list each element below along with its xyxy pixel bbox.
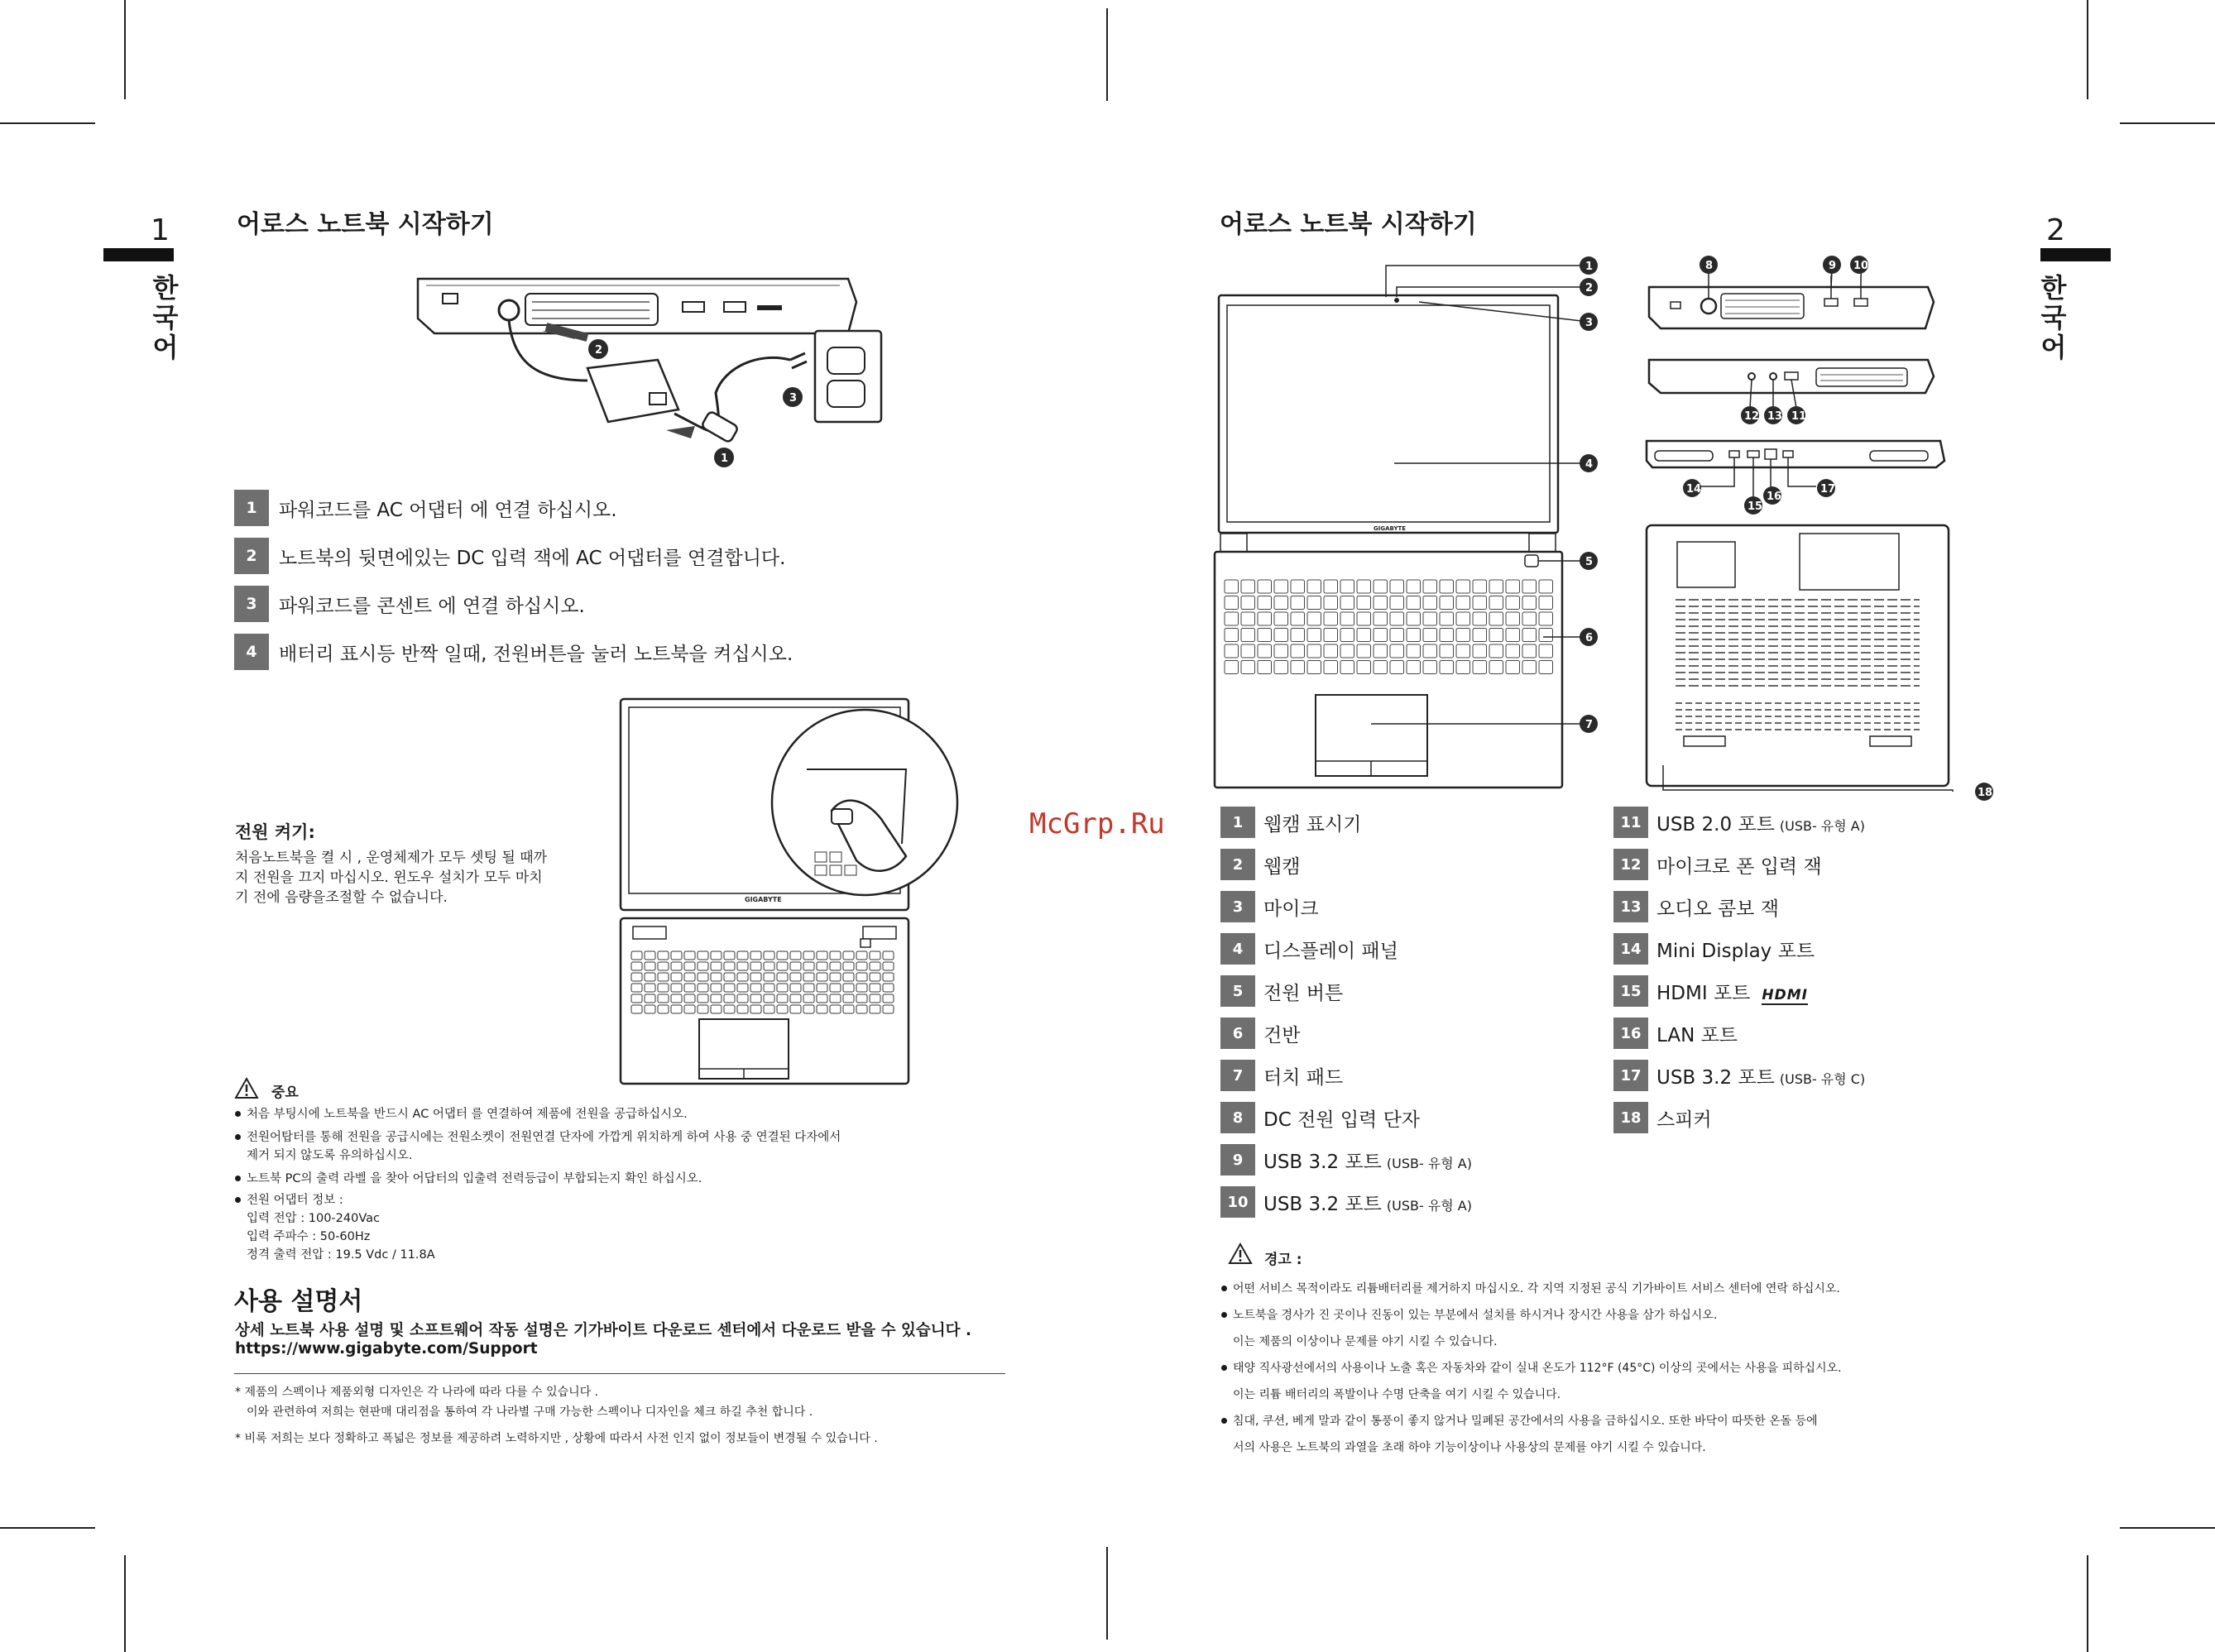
- item-number: 11: [1613, 807, 1648, 838]
- component-item: [1220, 1186, 1472, 1218]
- step-number: 3: [234, 586, 269, 622]
- bullet-text: 서의 사용은 노트북의 과열을 초래 하야 기능이상이나 사용상의 문제를 야기 시킬 수 있습니다.: [1233, 1441, 1706, 1454]
- bullet-text: 이는 제품의 이상이나 문제를 야기 시킬 수 있습니다.: [1233, 1335, 1498, 1348]
- component-item: [1220, 933, 1398, 965]
- page-tab-marker: [2040, 248, 2111, 261]
- item-number: 12: [1613, 849, 1648, 880]
- callout-4: 4: [1585, 458, 1594, 471]
- crop-mark: [0, 122, 95, 124]
- step-number: 4: [234, 634, 269, 670]
- item-label: Mini Display 포트: [1656, 940, 1815, 962]
- adapter-connection-diagram: [410, 269, 906, 476]
- item-label: 건반: [1263, 1024, 1301, 1046]
- bullet-text: 노트북을 경사가 진 곳이나 진동이 있는 부분에서 설치를 하시거나 장시간 사용을 삼가 하십시오.: [1233, 1309, 1718, 1322]
- step-text: 노트북의 뒷면에있는 DC 입력 잭에 AC 어댑터를 연결합니다.: [279, 547, 786, 569]
- item-number: 18: [1613, 1102, 1648, 1133]
- callout-10: 10: [1853, 260, 1869, 272]
- item-sublabel: (USB- 유형 C): [1779, 1070, 1866, 1087]
- divider: [234, 1373, 1005, 1374]
- item-number: 10: [1220, 1186, 1255, 1218]
- crop-mark: [2120, 122, 2215, 124]
- callout-11: 11: [1791, 410, 1807, 423]
- item-sublabel: (USB- 유형 A): [1386, 1197, 1472, 1214]
- callout-18-marker: [1973, 781, 1995, 802]
- warning-triangle-icon: [234, 1077, 259, 1099]
- component-item: [1613, 807, 1865, 838]
- important-bullet: [247, 1128, 841, 1165]
- item-label: 웹캠 표시기: [1263, 813, 1362, 836]
- component-item: [1613, 891, 1779, 922]
- bullet-text: 이는 리튬 배터리의 폭발이나 수명 단축을 여기 시킬 수 있습니다.: [1233, 1388, 1561, 1401]
- item-number: 13: [1613, 891, 1648, 922]
- item-label: 오디오 콤보 잭: [1656, 898, 1779, 920]
- step-item: [234, 634, 793, 670]
- manual-heading: 사용 설명서: [234, 1287, 363, 1316]
- svg-text:3: 3: [789, 392, 798, 405]
- item-number: 7: [1220, 1060, 1255, 1091]
- warning-heading: 경고 :: [1264, 1252, 1302, 1268]
- item-label: USB 3.2 포트: [1263, 1151, 1382, 1173]
- bullet-text: 제거 되지 않도록 유의하십시오.: [247, 1149, 413, 1162]
- item-label: 터치 패드: [1263, 1066, 1344, 1089]
- bullet-text: 태양 직사광선에서의 사용이나 노출 혹은 자동차와 같이 실내 온도가 112°F (45°C) 이상의 곳에서는 사용을 피하십시오.: [1233, 1362, 1842, 1375]
- page-title: 어로스 노트북 시작하기: [237, 210, 494, 239]
- callout-7: 7: [1585, 719, 1594, 731]
- component-item: [1220, 1144, 1472, 1176]
- bullet-text: 전원어탑터를 통해 전원을 공급시에는 전원소켓이 전원연결 단자에 가깝게 위치하게 하여 사용 중 연결된 다자에서: [247, 1131, 841, 1144]
- step-text: 파워코드를 AC 어댑터 에 연결 하십시오.: [279, 499, 617, 521]
- crop-mark: [124, 0, 126, 99]
- component-item: [1613, 933, 1815, 965]
- svg-text:1: 1: [721, 453, 729, 465]
- power-on-laptop-illustration: [616, 695, 1014, 1092]
- item-label: 디스플레이 패널: [1263, 940, 1398, 962]
- callout-3: 3: [1585, 317, 1594, 329]
- component-item: [1613, 1018, 1738, 1049]
- crop-mark: [2087, 1555, 2088, 1652]
- power-on-line: 기 전에 음량을조절할 수 없습니다.: [235, 889, 448, 906]
- callout-18: 18: [1978, 787, 1993, 799]
- item-number: 5: [1220, 975, 1255, 1007]
- component-item: [1613, 849, 1822, 880]
- step-number: 2: [234, 538, 269, 574]
- item-number: 15: [1613, 975, 1648, 1007]
- callout-8: 8: [1705, 260, 1714, 272]
- item-label: USB 3.2 포트: [1263, 1193, 1382, 1215]
- crop-mark: [2087, 0, 2088, 99]
- page-number: 1: [151, 213, 170, 247]
- item-number: 6: [1220, 1018, 1255, 1049]
- language-label: 한국어: [2040, 272, 2067, 363]
- power-on-line: 처음노트북을 켤 시 , 운영체제가 모두 셋팅 될 때까: [235, 850, 548, 866]
- item-number: 2: [1220, 849, 1255, 880]
- bullet-text: 처음 부팅시에 노트북을 반드시 AC 어댑터 를 연결하여 제품에 전원을 공급하십시오.: [247, 1108, 688, 1121]
- item-label: USB 3.2 포트: [1656, 1066, 1775, 1089]
- laptop-front-diagram: [1212, 252, 1609, 794]
- important-heading: 중요: [271, 1085, 299, 1101]
- callout-17: 17: [1820, 483, 1836, 496]
- component-item: [1220, 1018, 1300, 1049]
- callout-6: 6: [1585, 632, 1594, 644]
- crop-mark: [0, 1527, 95, 1529]
- crop-mark: [124, 1555, 126, 1652]
- item-number: 17: [1613, 1060, 1648, 1091]
- crop-mark: [1106, 8, 1108, 101]
- callout-13: 13: [1767, 410, 1783, 423]
- footnote: * 비록 저희는 보다 정확하고 폭넓은 정보를 제공하려 노력하지만 , 상황에 따라서 사전 인지 없이 정보들이 변경될 수 있습니다 .: [235, 1432, 878, 1445]
- item-number: 4: [1220, 933, 1255, 965]
- component-item: [1220, 975, 1343, 1007]
- component-item: [1220, 1060, 1343, 1091]
- item-number: 8: [1220, 1102, 1255, 1133]
- callout-16: 16: [1767, 491, 1782, 503]
- warning-bullet: [1233, 1408, 1818, 1461]
- item-number: 16: [1613, 1018, 1648, 1049]
- svg-text:2: 2: [595, 344, 603, 357]
- callout-5: 5: [1585, 556, 1594, 568]
- warning-bullet: [1233, 1276, 1840, 1302]
- component-item: [1613, 975, 1808, 1007]
- bullet-text: 정격 출력 전압 : 19.5 Vdc / 11.8A: [247, 1248, 435, 1262]
- step-item: [234, 490, 617, 526]
- laptop-side-port-diagram: [1642, 252, 1965, 798]
- item-label: DC 전원 입력 단자: [1263, 1109, 1421, 1131]
- callout-15: 15: [1748, 500, 1763, 513]
- item-number: 3: [1220, 891, 1255, 922]
- bullet-text: 어떤 서비스 목적이라도 리튬배터리를 제거하지 마십시오. 각 지역 지정된 공식 기가바이트 서비스 센터에 연락 하십시오.: [1233, 1282, 1840, 1295]
- laptop-brand-text: GIGABYTE: [1374, 525, 1407, 532]
- component-item: [1613, 1060, 1865, 1091]
- warning-bullet: [1233, 1302, 1717, 1355]
- item-label: 전원 버튼: [1263, 982, 1344, 1004]
- warning-bullet: [1233, 1355, 1842, 1408]
- important-bullet: [247, 1105, 688, 1123]
- step-item: [234, 538, 785, 574]
- page-number: 2: [2046, 213, 2065, 247]
- crop-mark: [2120, 1527, 2215, 1529]
- item-label: 웹캠: [1263, 855, 1301, 878]
- item-label: HDMI 포트: [1656, 982, 1751, 1004]
- bullet-text: 노트북 PC의 출력 라벨 을 찾아 어답터의 입출력 전력등급이 부합되는지 확인 하십시오.: [247, 1172, 702, 1185]
- watermark: McGrp.Ru: [1029, 807, 1165, 840]
- item-label: 스피커: [1656, 1109, 1712, 1131]
- power-on-line: 지 전원을 끄지 마십시오. 윈도우 설치가 모두 마치: [235, 869, 543, 886]
- callout-14: 14: [1686, 483, 1702, 496]
- page-tab-marker: [103, 248, 174, 261]
- footnote: 이와 관련하여 저희는 현판매 대리점을 통하여 각 나라별 구매 가능한 스펙이나 디자인을 체크 하길 추천 합니다 .: [247, 1405, 813, 1419]
- component-item: [1220, 1102, 1420, 1133]
- callout-1: 1: [1585, 261, 1594, 273]
- hdmi-logo: HDMI: [1762, 986, 1808, 1003]
- support-link[interactable]: https://www.gigabyte.com/Support: [235, 1340, 538, 1358]
- item-number: 14: [1613, 933, 1648, 965]
- language-label: 한국어: [152, 272, 179, 363]
- item-number: 1: [1220, 807, 1255, 838]
- component-item: [1220, 807, 1361, 838]
- warning-triangle-icon: [1228, 1243, 1253, 1265]
- component-item: [1220, 849, 1300, 880]
- page-title: 어로스 노트북 시작하기: [1220, 210, 1477, 239]
- bullet-text: 침대, 쿠션, 베게 말과 같이 통풍이 좋지 않거나 밀폐된 공간에서의 사용을 금하십시오. 또한 바닥이 따뜻한 온돌 등에: [1233, 1415, 1818, 1428]
- step-number: 1: [234, 490, 269, 526]
- important-bullet: [247, 1191, 435, 1264]
- laptop-brand-text: GIGABYTE: [745, 896, 782, 903]
- component-item: [1613, 1102, 1712, 1133]
- bullet-text: 입력 주파수 : 50-60Hz: [247, 1230, 371, 1243]
- step-text: 배터리 표시등 반짝 일때, 전원버튼을 눌러 노트북을 켜십시오.: [279, 643, 793, 665]
- item-label: 마이크: [1263, 898, 1319, 920]
- item-sublabel: (USB- 유형 A): [1386, 1155, 1472, 1171]
- callout-12: 12: [1744, 410, 1760, 423]
- power-on-heading: 전원 켜기:: [235, 822, 315, 842]
- callout-9: 9: [1829, 260, 1837, 272]
- item-number: 9: [1220, 1144, 1255, 1176]
- footnote: * 제품의 스펙이나 제품외형 디자인은 각 나라에 따라 다를 수 있습니다 .: [235, 1386, 599, 1399]
- bullet-text: 전원 어댑터 정보 :: [247, 1194, 343, 1207]
- item-sublabel: (USB- 유형 A): [1779, 817, 1865, 834]
- step-item: [234, 586, 585, 622]
- important-bullet: [247, 1170, 702, 1188]
- component-item: [1220, 891, 1319, 922]
- step-text: 파워코드를 콘센트 에 연결 하십시오.: [279, 595, 585, 617]
- item-label: USB 2.0 포트: [1656, 813, 1775, 836]
- item-label: 마이크로 폰 입력 잭: [1656, 855, 1822, 878]
- item-label: LAN 포트: [1656, 1024, 1738, 1046]
- callout-2: 2: [1585, 282, 1594, 294]
- crop-mark: [1106, 1547, 1108, 1640]
- bullet-text: 입력 전압 : 100-240Vac: [247, 1212, 380, 1225]
- manual-description: 상세 노트북 사용 설명 및 소프트웨어 작동 설명은 기가바이트 다운로드 센터에서 다운로드 받을 수 있습니다 .: [235, 1322, 971, 1339]
